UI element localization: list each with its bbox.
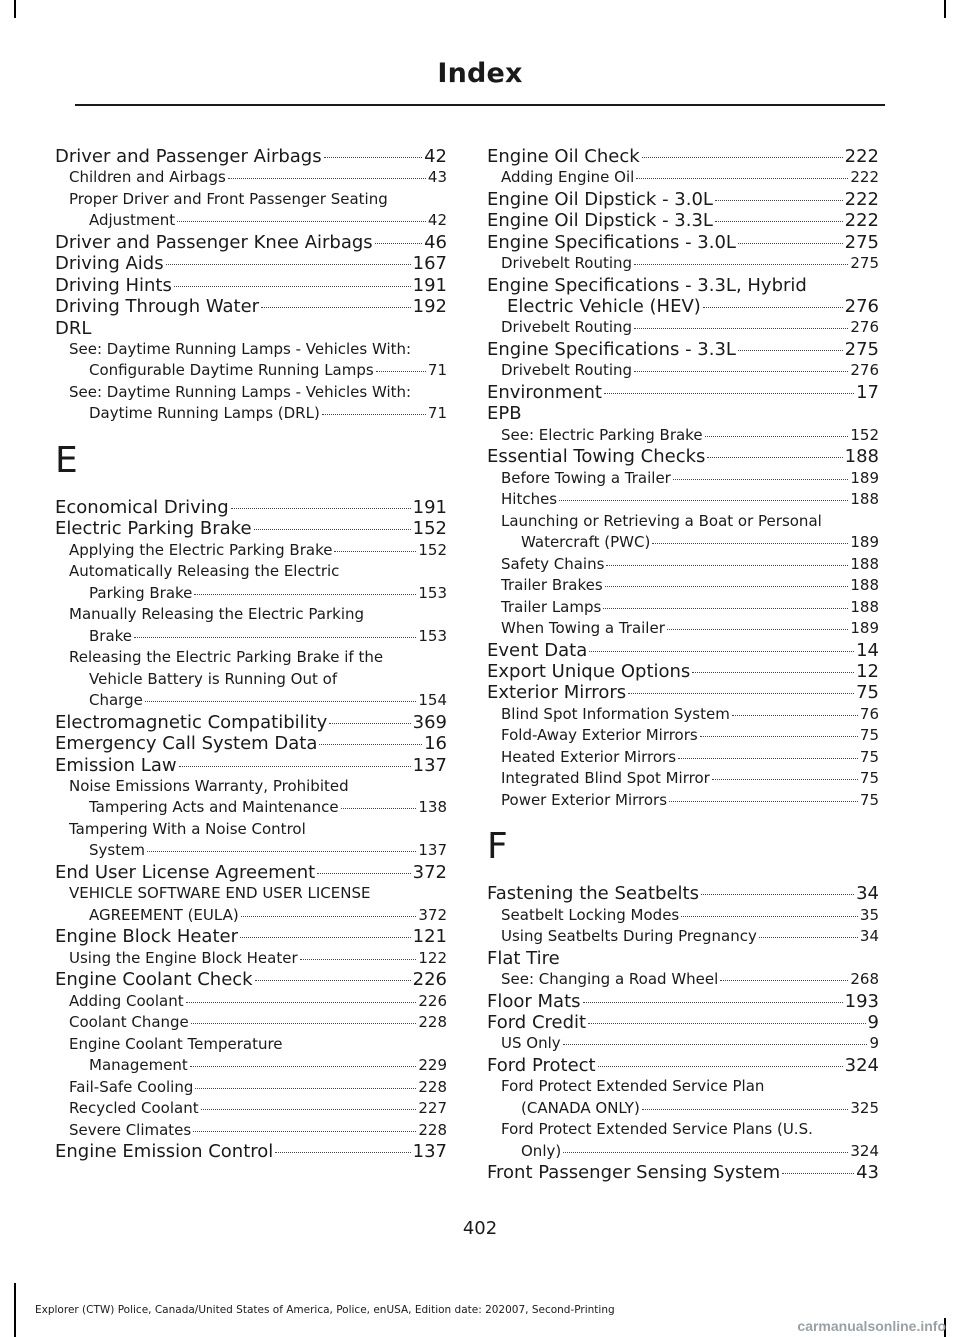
index-column-left	[55, 146, 447, 1163]
page-title: Index	[437, 58, 523, 89]
watermark: carmanualsonline.info	[797, 1318, 946, 1334]
index-entry[interactable]: Exterior Mirrors 75	[487, 682, 879, 704]
footer-edition-info: Explorer (CTW) Police, Canada/United States of America, Police, enUSA, Edition date: 202007, Second-Printing	[35, 1304, 615, 1316]
index-entry[interactable]: Engine Emission Control 137	[55, 1141, 447, 1163]
index-subentry[interactable]: Seatbelt Locking Modes 35	[501, 905, 879, 924]
index-entry[interactable]: Floor Mats 193	[487, 990, 879, 1012]
index-subentry[interactable]: Using Seatbelts During Pregnancy 34	[501, 927, 879, 946]
index-entry[interactable]: Engine Specifications - 3.3L 275	[487, 338, 879, 360]
crop-mark-top-left	[14, 0, 16, 18]
index-subentry[interactable]: Using the Engine Block Heater 122	[69, 948, 447, 967]
index-entry[interactable]: Fastening the Seatbelts 34	[487, 883, 879, 905]
index-subentry-line: See: Daytime Running Lamps - Vehicles With:	[69, 382, 412, 401]
index-entry-heading: Flat Tire	[487, 947, 560, 969]
index-subentry[interactable]: AGREEMENT (EULA) 372	[89, 905, 447, 924]
index-entry[interactable]: Emission Law 137	[55, 754, 447, 776]
index-entry[interactable]: Electric Vehicle (HEV) 276	[507, 296, 879, 318]
index-entry[interactable]: Driving Hints 191	[55, 274, 447, 296]
index-subentry[interactable]: Blind Spot Information System 76	[501, 704, 879, 723]
index-entry[interactable]: Ford Protect 324	[487, 1054, 879, 1076]
index-subentry[interactable]: Adding Coolant 226	[69, 991, 447, 1010]
index-entry[interactable]: Engine Oil Check 222	[487, 146, 879, 167]
index-subentry-line: Proper Driver and Front Passenger Seating	[69, 189, 388, 208]
index-entry[interactable]: Engine Specifications - 3.0L 275	[487, 231, 879, 253]
index-column-right	[487, 146, 879, 1184]
index-subentry[interactable]: Drivebelt Routing 276	[501, 318, 879, 337]
index-subentry-line: VEHICLE SOFTWARE END USER LICENSE	[69, 884, 371, 903]
index-entry-line: Engine Specifications - 3.3L, Hybrid	[487, 274, 807, 296]
index-subentry[interactable]: Recycled Coolant 227	[69, 1099, 447, 1118]
index-entry[interactable]: Export Unique Options 12	[487, 660, 879, 682]
index-entry[interactable]: Driving Aids 167	[55, 253, 447, 275]
index-subentry[interactable]: Trailer Lamps 188	[501, 597, 879, 616]
index-subentry[interactable]: Trailer Brakes 188	[501, 576, 879, 595]
index-subentry[interactable]: Management 229	[89, 1056, 447, 1075]
index-subentry[interactable]: Heated Exterior Mirrors 75	[501, 747, 879, 766]
section-letter-f: F	[487, 826, 508, 868]
index-subentry[interactable]: System 137	[89, 841, 447, 860]
index-subentry[interactable]: Coolant Change 228	[69, 1013, 447, 1032]
index-entry[interactable]: Emergency Call System Data 16	[55, 733, 447, 755]
index-subentry-line: Vehicle Battery is Running Out of	[89, 669, 338, 688]
index-subentry[interactable]: Charge 154	[89, 691, 447, 710]
index-subentry[interactable]: When Towing a Trailer 189	[501, 619, 879, 638]
index-subentry-line: Engine Coolant Temperature	[69, 1034, 283, 1053]
index-subentry[interactable]: Parking Brake 153	[89, 583, 447, 602]
index-entry[interactable]: Engine Coolant Check 226	[55, 969, 447, 991]
index-entry[interactable]: Economical Driving 191	[55, 496, 447, 518]
index-subentry[interactable]: Only) 324	[521, 1141, 879, 1160]
index-subentry[interactable]: Tampering Acts and Maintenance 138	[89, 798, 447, 817]
index-subentry-line: Tampering With a Noise Control	[69, 819, 306, 838]
index-subentry[interactable]: Power Exterior Mirrors 75	[501, 790, 879, 809]
index-subentry[interactable]: Hitches 188	[501, 490, 879, 509]
index-subentry-line: Ford Protect Extended Service Plan	[501, 1077, 765, 1096]
section-letter-e: E	[55, 439, 78, 481]
index-subentry-line: Manually Releasing the Electric Parking	[69, 605, 365, 624]
index-entry[interactable]: Environment 17	[487, 381, 879, 403]
index-subentry[interactable]: Severe Climates 228	[69, 1120, 447, 1139]
index-entry[interactable]: Electric Parking Brake 152	[55, 518, 447, 540]
page-number: 402	[462, 1218, 498, 1239]
index-subentry[interactable]: Adding Engine Oil 222	[501, 168, 879, 187]
index-subentry[interactable]: See: Changing a Road Wheel 268	[501, 970, 879, 989]
index-subentry-line: Ford Protect Extended Service Plans (U.S.	[501, 1120, 813, 1139]
index-subentry[interactable]: Watercraft (PWC) 189	[521, 533, 879, 552]
index-entry[interactable]: Ford Credit 9	[487, 1012, 879, 1033]
index-entry[interactable]: Event Data 14	[487, 639, 879, 661]
index-subentry[interactable]: Drivebelt Routing 276	[501, 361, 879, 380]
index-entry[interactable]: Engine Oil Dipstick - 3.0L 222	[487, 188, 879, 210]
index-subentry-line: Launching or Retrieving a Boat or Personal	[501, 511, 822, 530]
index-subentry[interactable]: (CANADA ONLY) 325	[521, 1098, 879, 1117]
index-subentry-line: Noise Emissions Warranty, Prohibited	[69, 776, 349, 795]
index-subentry[interactable]: US Only 9	[501, 1034, 879, 1053]
index-subentry[interactable]: Drivebelt Routing 275	[501, 254, 879, 273]
index-entry[interactable]: Driver and Passenger Knee Airbags 46	[55, 231, 447, 253]
crop-mark-bottom-left	[14, 1283, 16, 1337]
index-entry[interactable]: Driver and Passenger Airbags 42	[55, 146, 447, 167]
index-entry[interactable]: Front Passenger Sensing System 43	[487, 1162, 879, 1184]
index-entry-heading: DRL	[55, 317, 92, 339]
index-subentry[interactable]: Daytime Running Lamps (DRL) 71	[89, 404, 447, 423]
index-entry-heading: EPB	[487, 403, 522, 425]
index-subentry-line: Releasing the Electric Parking Brake if the	[69, 648, 384, 667]
index-entry[interactable]: Driving Through Water 192	[55, 296, 447, 318]
header-divider	[75, 104, 885, 106]
index-subentry[interactable]: Configurable Daytime Running Lamps 71	[89, 361, 447, 380]
index-subentry[interactable]: Safety Chains 188	[501, 554, 879, 573]
index-subentry[interactable]: Brake 153	[89, 626, 447, 645]
index-subentry[interactable]: Adjustment 42	[89, 211, 447, 230]
index-subentry[interactable]: Fail-Safe Cooling 228	[69, 1077, 447, 1096]
index-subentry[interactable]: Integrated Blind Spot Mirror 75	[501, 769, 879, 788]
index-entry[interactable]: Essential Towing Checks 188	[487, 446, 879, 468]
index-entry[interactable]: End User License Agreement 372	[55, 861, 447, 883]
index-subentry-line: Automatically Releasing the Electric	[69, 562, 340, 581]
crop-mark-top-right	[944, 0, 946, 18]
index-subentry[interactable]: See: Electric Parking Brake 152	[501, 425, 879, 444]
index-subentry[interactable]: Children and Airbags 43	[69, 168, 447, 187]
index-entry[interactable]: Engine Oil Dipstick - 3.3L 222	[487, 210, 879, 232]
index-subentry[interactable]: Fold-Away Exterior Mirrors 75	[501, 726, 879, 745]
index-entry[interactable]: Engine Block Heater 121	[55, 926, 447, 948]
index-subentry[interactable]: Applying the Electric Parking Brake 152	[69, 540, 447, 559]
index-subentry-line: See: Daytime Running Lamps - Vehicles With:	[69, 339, 412, 358]
index-entry[interactable]: Electromagnetic Compatibility 369	[55, 711, 447, 733]
index-subentry[interactable]: Before Towing a Trailer 189	[501, 468, 879, 487]
